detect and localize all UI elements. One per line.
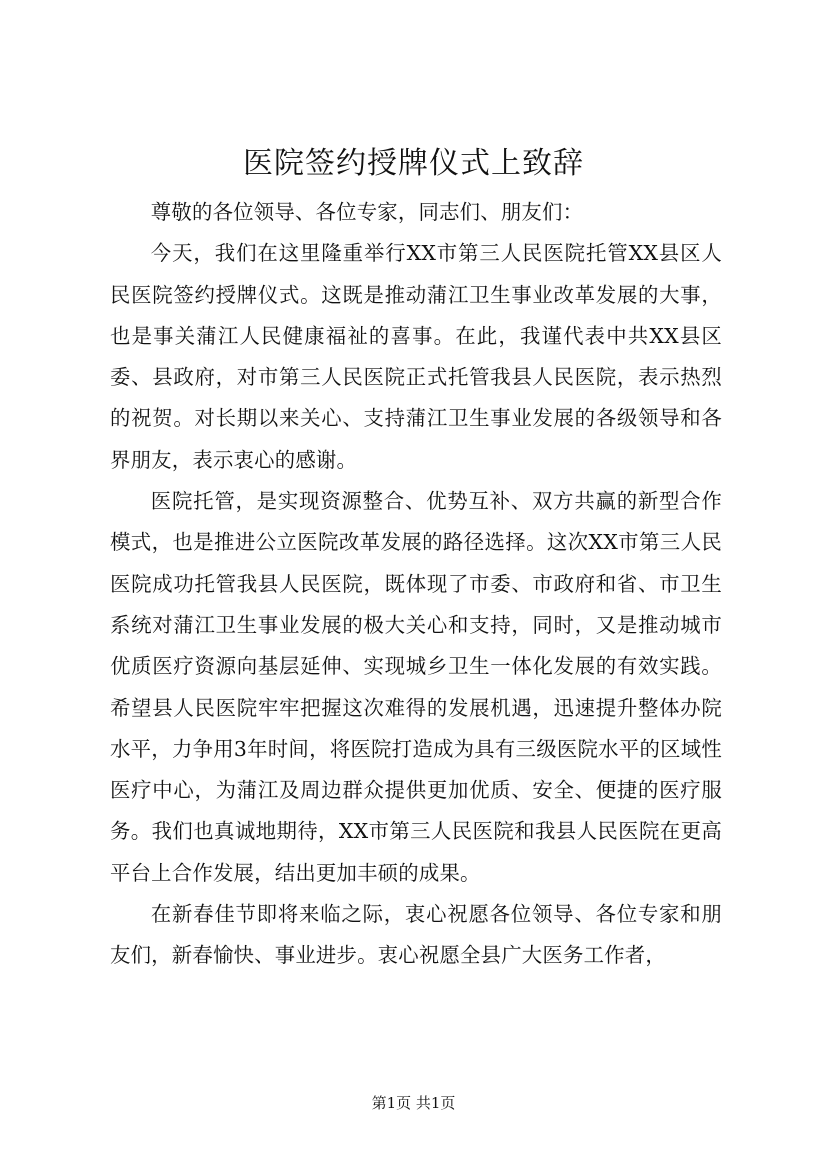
- paragraph-2: 医院托管，是实现资源整合、优势互补、双方共赢的新型合作模式，也是推进公立医院改革发展的路径选择。这次XX市第三人民医院成功托管我县人民医院，既体现了市委、市政府和省、市卫生系统对蒲江卫生事业发展的极大关心和支持，同时，又是推动城市优质医疗资源向基层延伸、实现城乡卫生一体化发展的有效实践。希望县人民医院牢牢把握这次难得的发展机遇，迅速提升整体办院水平，力争用3年时间，将医院打造成为具有三级医院水平的区域性医疗中心，为蒲江及周边群众提供更加优质、安全、便捷的医疗服务。我们也真诚地期待，XX市第三人民医院和我县人民医院在更高平台上合作发展，结出更加丰硕的成果。: [110, 489, 722, 885]
- paragraph-1: 今天，我们在这里隆重举行XX市第三人民医院托管XX县区人民医院签约授牌仪式。这既是推动蒲江卫生事业改革发展的大事，也是事关蒲江人民健康福祉的喜事。在此，我谨代表中共XX县区委、县政府，对市第三人民医院正式托管我县人民医院，表示热烈的祝贺。对长期以来关心、支持蒲江卫生事业发展的各级领导和各界朋友，表示衷心的感谢。: [110, 241, 722, 472]
- document-body: [110, 192, 722, 977]
- page-footer: 第1页 共1页: [371, 1094, 456, 1112]
- document-title: 医院签约授牌仪式上致辞: [243, 146, 584, 181]
- salutation: 尊敬的各位领导、各位专家，同志们、朋友们：: [150, 200, 584, 224]
- paragraph-3: 在新春佳节即将来临之际，衷心祝愿各位领导、各位专家和朋友们，新春愉快、事业进步。衷心祝愿全县广大医务工作者，: [110, 902, 722, 968]
